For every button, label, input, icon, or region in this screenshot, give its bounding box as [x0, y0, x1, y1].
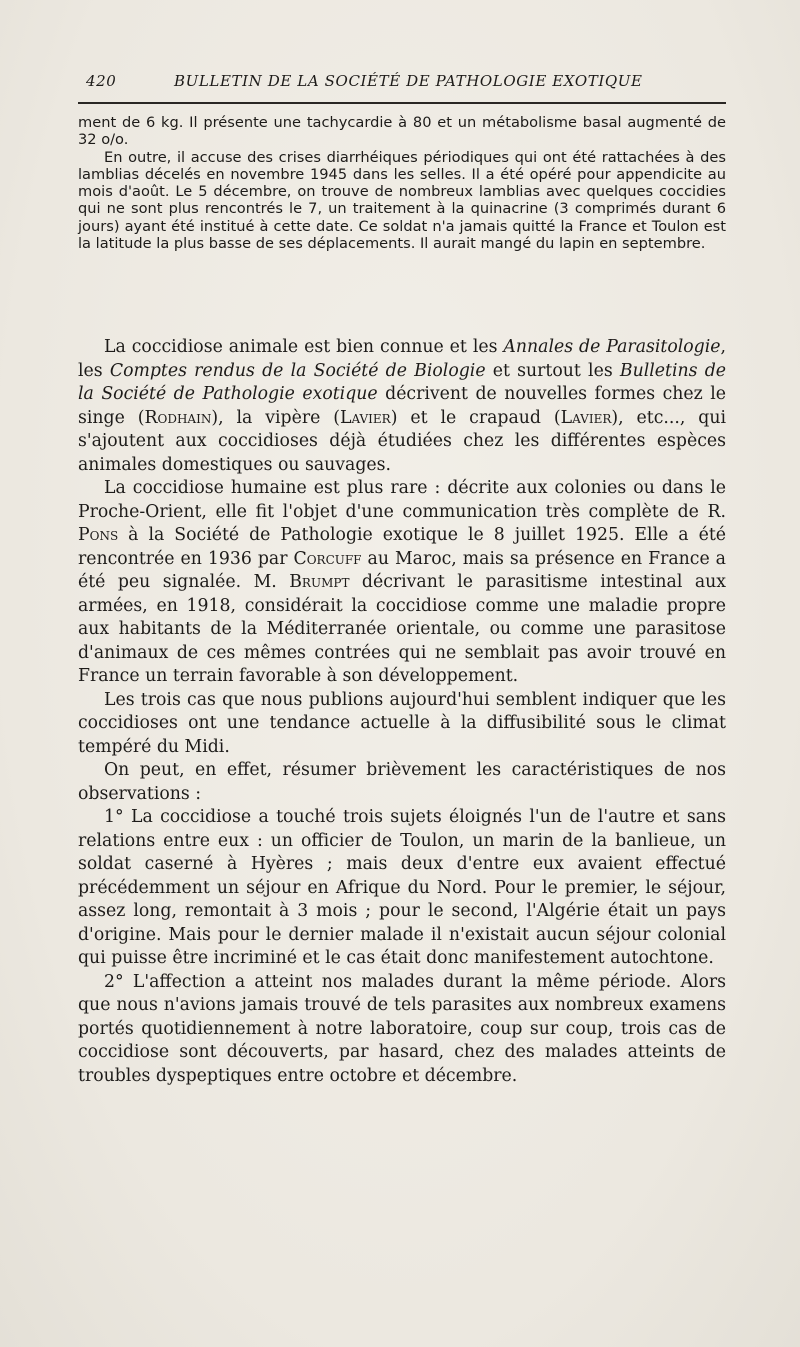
paragraph-human-coccidiosis: La coccidiose humaine est plus rare : décrite aux colonies ou dans le Proche-Orient, elle fit l'objet d'une communication très complète de R. Pons à la Société de Pathologie exotique le 8 juillet 1925. Elle a été rencontrée en 1936 par Corcuff au Maroc, mais sa présence en France a été peu signalée. M. Brumpt décrivant le parasitisme intestinal aux armées, en 1918, considérait la coccidiose comme une maladie propre aux habitants de la Méditerranée orientale, ou comme une parasitose d'animaux de ces mêmes contrées qui ne semblait pas avoir trouvé en France un terrain favorable à son développement. — [78, 478, 727, 686]
author-name: Lavier — [560, 407, 612, 428]
paragraph-continuation: ment de 6 kg. Il présente une tachycardie à 80 et un métabolisme basal augmenté de 32 o/o. — [78, 114, 726, 149]
author-name: Brumpt — [289, 572, 350, 592]
journal-title: Bulletins de la Société de Pathologie exotique — [78, 360, 726, 404]
paragraph-point-two: 2° L'affection a atteint nos malades durant la même période. Alors que nous n'avions jamais trouvé de tels parasites aux nombreux examens portés quotidiennement à notre laboratoire, coup sur coup, trois cas de coccidiose sont découverts, par hasard, chez des malades atteints de troubles dyspeptiques entre octobre et décembre. — [78, 971, 726, 1086]
author-name: Pons — [78, 525, 119, 545]
journal-title: Annales de Parasitologie — [503, 337, 721, 357]
author-name: Rodhain — [144, 407, 212, 428]
paragraph-three-cases: Les trois cas que nous publions aujourd'hui semblent indiquer que les coccidioses ont une tendance actuelle à la diffusibilité sous le climat tempéré du Midi. — [78, 689, 726, 757]
author-name: Corcuff — [293, 548, 362, 569]
paragraph-case-details: En outre, il accuse des crises diarrhéiques périodiques qui ont été rattachées à des lamblias décelés en novembre 1945 dans les selles. Il a été opéré pour appendicite au mois d'août. Le 5 décembre, on trouve de nombreux lamblias avec quelques coccidies qui ne sont plus rencontrés le 7, un traitement à la quinacrine (3 comprimés durant 6 jours) ayant été institué à cette date. Ce soldat n'a jamais quitté la France et Toulon est la latitude la plus basse de ses déplacements. Il aurait mangé du lapin en septembre. — [78, 148, 726, 253]
author-name: Lavier — [339, 407, 391, 428]
paragraph-point-one: 1° La coccidiose a touché trois sujets éloignés l'un de l'autre et sans relations entre eux : un officier de Toulon, un marin de la banlieue, un soldat caserné à Hyères ; mais deux d'entre eux avaient effectué précédemment un séjour en Afrique du Nord. Pour le premier, le séjour, assez long, remontait à 3 mois ; pour le second, l'Algérie était un pays d'origine. Mais pour le dernier malade il n'existait aucun séjour colonial qui puisse être incriminé et le cas était donc manifestement autochtone. — [78, 807, 726, 968]
paragraph-summary-intro: On peut, en effet, résumer brièvement les caractéristiques de nos observations : — [78, 760, 726, 804]
discussion-text — [78, 336, 726, 1088]
paragraph-animal-coccidiosis: La coccidiose animale est bien connue et les Annales de Parasitologie, les Comptes rendus de la Société de Biologie et surtout les Bulletins de la Société de Pathologie exotique décrivent de nouvelles formes chez le singe (Rodhain), la vipère (Lavier) et le crapaud (Lavier), etc..., qui s'ajoutent aux coccidioses déjà étudiées chez les différentes espèces animales domestiques ou sauvages. — [78, 337, 726, 475]
journal-title: Comptes rendus de la Société de Biologie — [109, 360, 486, 381]
running-title: BULLETIN DE LA SOCIÉTÉ DE PATHOLOGIE EXOTIQUE — [174, 72, 643, 90]
page-number: 420 — [86, 72, 117, 90]
case-report-text — [78, 114, 726, 252]
page-header — [86, 72, 726, 98]
header-rule — [78, 102, 726, 104]
